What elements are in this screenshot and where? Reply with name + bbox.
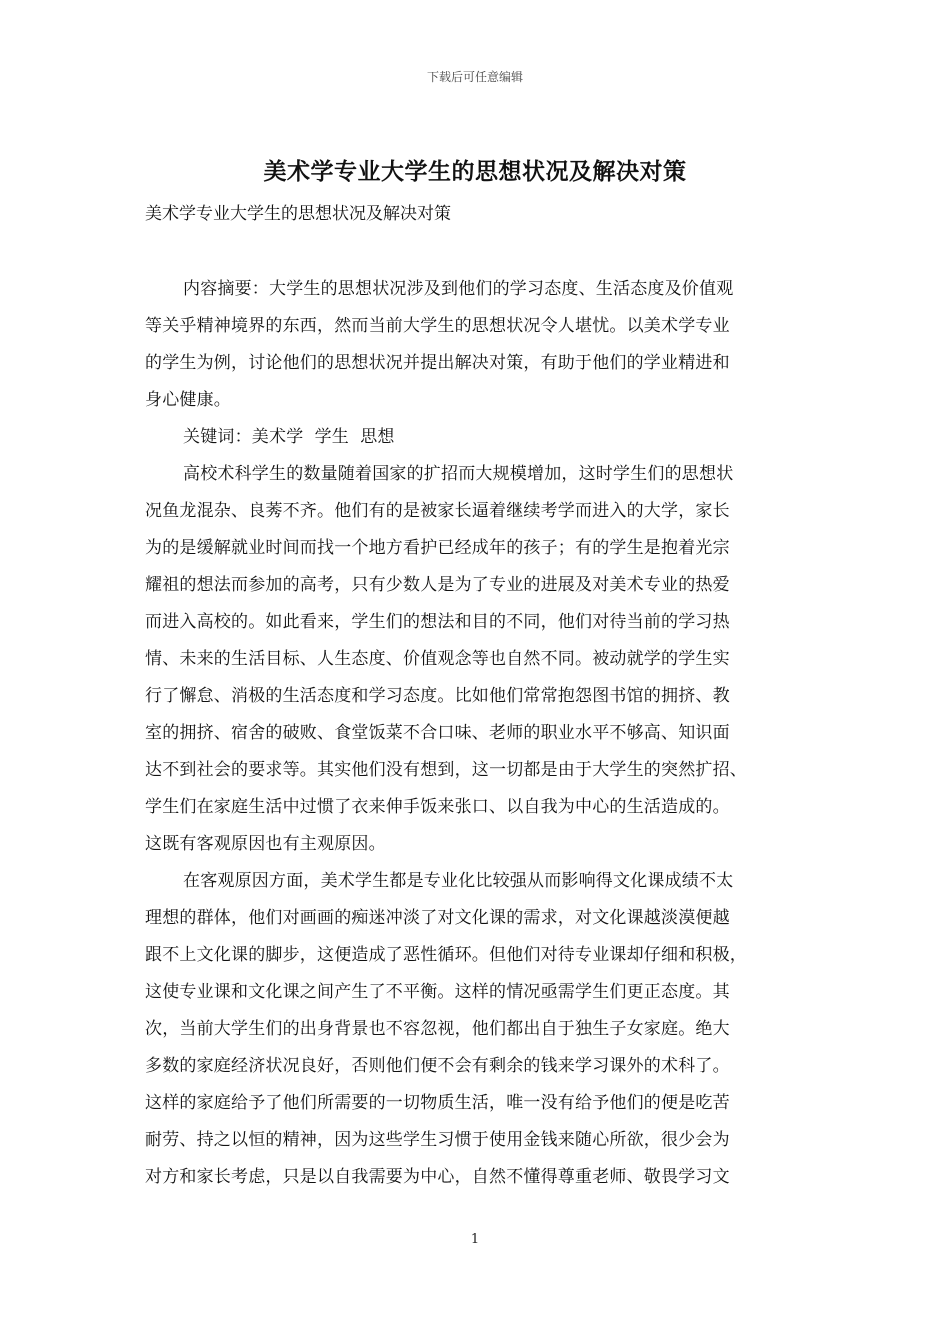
- paragraph-line: 耀祖的想法而参加的高考，只有少数人是为了专业的进展及对美术专业的热爱: [145, 575, 730, 595]
- abstract-line: 身心健康。: [145, 390, 231, 410]
- paragraph-line: 跟不上文化课的脚步，这便造成了恶性循环。但他们对待专业课却仔细和积极，: [145, 945, 747, 965]
- paragraph-line: 这使专业课和文化课之间产生了不平衡。这样的情况亟需学生们更正态度。其: [145, 982, 730, 1002]
- paragraph-line: 高校术科学生的数量随着国家的扩招而大规模增加，这时学生们的思想状: [183, 464, 734, 484]
- abstract: [145, 271, 817, 419]
- paragraph-line: 学生们在家庭生活中过惯了衣来伸手饭来张口、以自我为中心的生活造成的。: [145, 797, 730, 817]
- paragraph-line: 达不到社会的要求等。其实他们没有想到，这一切都是由于大学生的突然扩招、: [145, 760, 747, 780]
- paragraph-line: 对方和家长考虑，只是以自我需要为中心，自然不懂得尊重老师、敬畏学习文: [145, 1167, 730, 1187]
- paragraph-line: 行了懈怠、消极的生活态度和学习态度。比如他们常常抱怨图书馆的拥挤、教: [145, 686, 730, 706]
- abstract-line: 内容摘要：大学生的思想状况涉及到他们的学习态度、生活态度及价值观: [183, 279, 734, 299]
- paragraph-line: 情、未来的生活目标、人生态度、价值观念等也自然不同。被动就学的学生实: [145, 649, 730, 669]
- paragraph-line: 在客观原因方面，美术学生都是专业化比较强从而影响得文化课成绩不太: [183, 871, 734, 891]
- paragraph-2: [145, 863, 817, 1196]
- document-body: [145, 271, 817, 1196]
- paragraph-line: 次，当前大学生们的出身背景也不容忽视，他们都出自于独生子女家庭。绝大: [145, 1019, 730, 1039]
- abstract-line: 的学生为例，讨论他们的思想状况并提出解决对策，有助于他们的学业精进和: [145, 353, 730, 373]
- page-number: 1: [470, 1232, 480, 1247]
- paragraph-line: 况鱼龙混杂、良莠不齐。他们有的是被家长逼着继续考学而进入的大学，家长: [145, 501, 730, 521]
- paragraph-line: 室的拥挤、宿舍的破败、食堂饭菜不合口味、老师的职业水平不够高、知识面: [145, 723, 730, 743]
- document-title: 美术学专业大学生的思想状况及解决对策: [263, 158, 687, 185]
- abstract-line: 等关乎精神境界的东西，然而当前大学生的思想状况令人堪忧。以美术学专业: [145, 316, 730, 336]
- paragraph-line: 多数的家庭经济状况良好，否则他们便不会有剩余的钱来学习课外的术科了。: [145, 1056, 730, 1076]
- keywords-line: 关键词：美术学 学生 思想: [183, 427, 395, 447]
- paragraph-line: 为的是缓解就业时间而找一个地方看护已经成年的孩子；有的学生是抱着光宗: [145, 538, 730, 558]
- paragraph-line: 而进入高校的。如此看来，学生们的想法和目的不同，他们对待当前的学习热: [145, 612, 730, 632]
- document-subtitle: 美术学专业大学生的思想状况及解决对策: [145, 204, 451, 224]
- paragraph-line: 耐劳、持之以恒的精神，因为这些学生习惯于使用金钱来随心所欲，很少会为: [145, 1130, 730, 1150]
- header-note: 下载后可任意编辑: [426, 70, 523, 84]
- paragraph-line: 理想的群体，他们对画画的痴迷冲淡了对文化课的需求，对文化课越淡漠便越: [145, 908, 730, 928]
- paragraph-1: [145, 456, 817, 863]
- paragraph-line: 这样的家庭给予了他们所需要的一切物质生活，唯一没有给予他们的便是吃苦: [145, 1093, 730, 1113]
- paragraph-line: 这既有客观原因也有主观原因。: [145, 834, 386, 854]
